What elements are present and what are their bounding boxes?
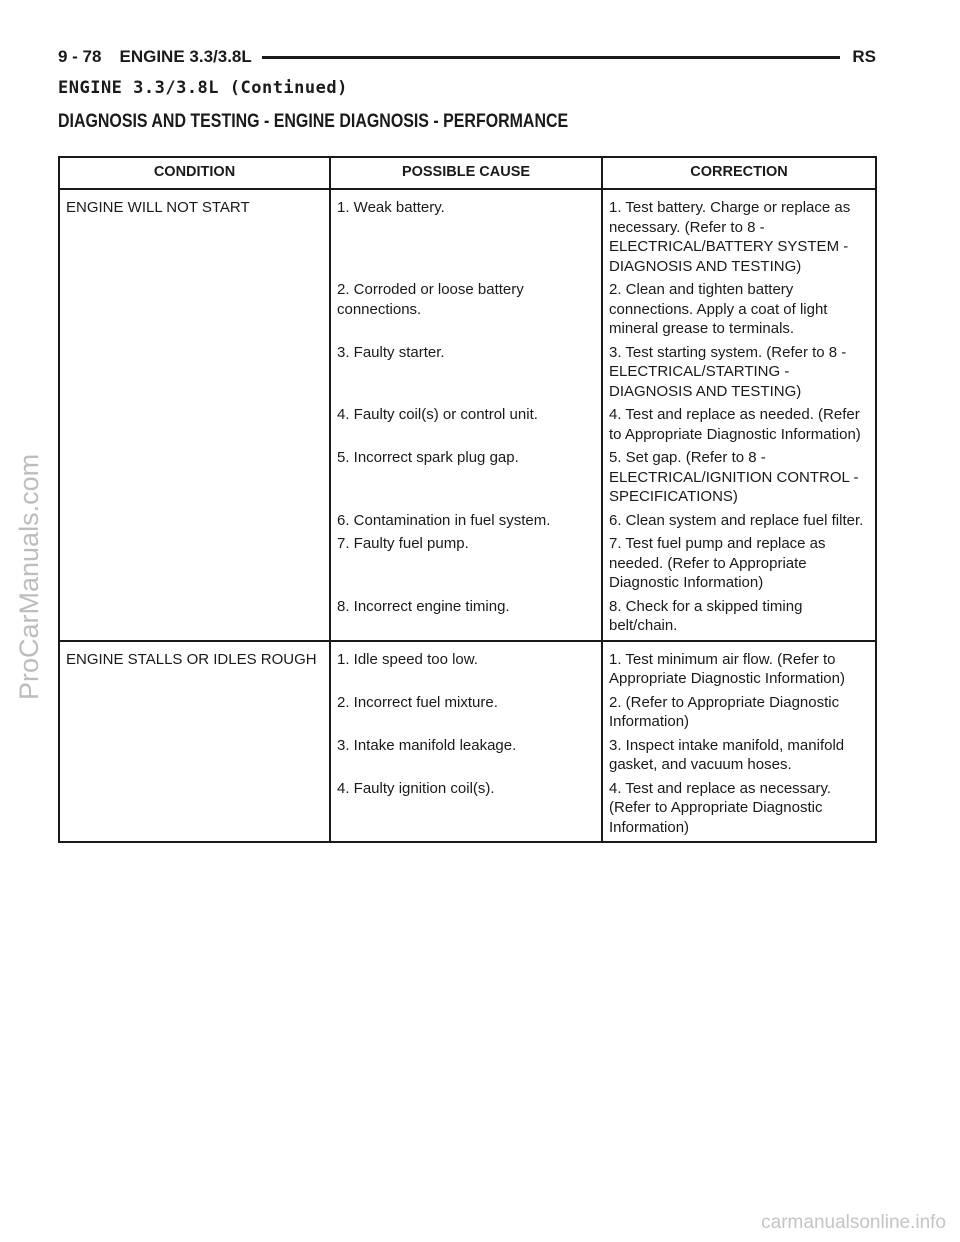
correction-cell: 1. Test minimum air flow. (Refer to Appropriate Diagnostic Information): [602, 641, 876, 693]
correction-cell: 3. Inspect intake manifold, manifold gasket, and vacuum hoses.: [602, 736, 876, 779]
correction-cell: 7. Test fuel pump and replace as needed. (Refer to Appropriate Diagnostic Information): [602, 534, 876, 597]
cause-cell: 3. Faulty starter.: [330, 343, 602, 406]
correction-cell: 5. Set gap. (Refer to 8 - ELECTRICAL/IGNITION CONTROL - SPECIFICATIONS): [602, 448, 876, 511]
cause-cell: 1. Weak battery.: [330, 189, 602, 280]
correction-cell: 4. Test and replace as needed. (Refer to Appropriate Diagnostic Information): [602, 405, 876, 448]
header-rule: [262, 56, 841, 59]
correction-cell: 8. Check for a skipped timing belt/chain.: [602, 597, 876, 641]
header-condition: CONDITION: [59, 157, 330, 189]
correction-cell: 3. Test starting system. (Refer to 8 - ELECTRICAL/STARTING - DIAGNOSIS AND TESTING): [602, 343, 876, 406]
cause-cell: 3. Intake manifold leakage.: [330, 736, 602, 779]
header-possible-cause: POSSIBLE CAUSE: [330, 157, 602, 189]
section-title: DIAGNOSIS AND TESTING - ENGINE DIAGNOSIS - PERFORMANCE: [58, 111, 569, 132]
cause-cell: 8. Incorrect engine timing.: [330, 597, 602, 641]
section-name: ENGINE 3.3/3.8L: [119, 47, 252, 66]
table-row: [59, 189, 876, 280]
page-number: 9 - 78: [58, 47, 102, 66]
cause-cell: 4. Faulty ignition coil(s).: [330, 779, 602, 843]
continued-title: ENGINE 3.3/3.8L (Continued): [58, 78, 348, 98]
cause-cell: 7. Faulty fuel pump.: [330, 534, 602, 597]
correction-cell: 2. Clean and tighten battery connections. Apply a coat of light mineral grease to terminals.: [602, 280, 876, 343]
model-code: RS: [852, 47, 876, 66]
correction-cell: 4. Test and replace as necessary. (Refer to Appropriate Diagnostic Information): [602, 779, 876, 843]
condition-cell: ENGINE WILL NOT START: [59, 189, 330, 641]
cause-cell: 2. Corroded or loose battery connections.: [330, 280, 602, 343]
bottom-watermark: carmanualsonline.info: [761, 1212, 946, 1233]
cause-cell: 1. Idle speed too low.: [330, 641, 602, 693]
correction-cell: 6. Clean system and replace fuel filter.: [602, 511, 876, 535]
table-header-row: [59, 157, 876, 189]
cause-cell: 2. Incorrect fuel mixture.: [330, 693, 602, 736]
cause-cell: 6. Contamination in fuel system.: [330, 511, 602, 535]
diagnosis-table: [58, 156, 877, 843]
running-head: [58, 44, 876, 70]
side-watermark: ProCarManuals.com: [14, 453, 44, 700]
header-correction: CORRECTION: [602, 157, 876, 189]
cause-cell: 5. Incorrect spark plug gap.: [330, 448, 602, 511]
condition-cell: ENGINE STALLS OR IDLES ROUGH: [59, 641, 330, 843]
correction-cell: 2. (Refer to Appropriate Diagnostic Information): [602, 693, 876, 736]
correction-cell: 1. Test battery. Charge or replace as necessary. (Refer to 8 - ELECTRICAL/BATTERY SYSTEM - DIAGNOSIS AND TESTING): [602, 189, 876, 280]
table-row: [59, 641, 876, 693]
cause-cell: 4. Faulty coil(s) or control unit.: [330, 405, 602, 448]
